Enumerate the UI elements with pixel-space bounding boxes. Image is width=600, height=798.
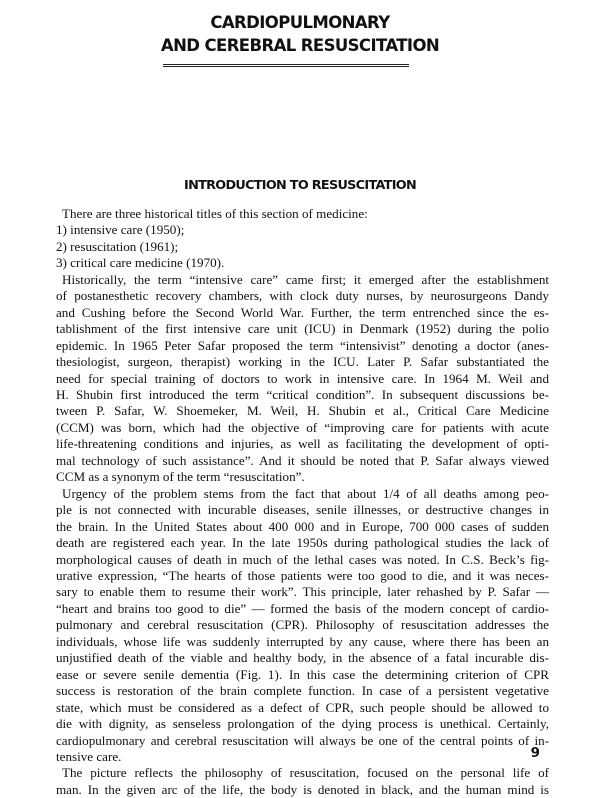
- text-line: sary to enable them to resume their work”. This principle, later rehashed by P. Safar —: [56, 584, 549, 600]
- header-rule-top: [163, 64, 409, 65]
- section-heading: INTRODUCTION TO RESUSCITATION: [184, 178, 416, 193]
- text-line: life-threatening conditions and injuries, as well as facilitating the development of opti-: [56, 436, 549, 452]
- text-line: tablishment of the first intensive care unit (ICU) in Denmark (1952) during the polio: [56, 321, 549, 337]
- text-line: ple is not connected with incurable diseases, senile illnesses, or destructive changes in: [56, 502, 549, 518]
- text-line: tensive care.: [56, 748, 122, 764]
- text-line: CCM as a synonym of the term “resuscitation”.: [56, 469, 305, 485]
- text-line: 1) intensive care (1950);: [56, 222, 185, 238]
- text-line: urative expression, “The hearts of those patients were too good to die, and it was neces-: [56, 567, 549, 583]
- text-line: “heart and brains too good to die” — formed the basis of the modern concept of cardio-: [56, 600, 549, 616]
- text-line: unjustified death of the viable and healthy body, in the absence of a fatal incurable dis-: [56, 650, 549, 666]
- text-line: success is restoration of the brain complete function. In case of a persistent vegetative: [56, 683, 549, 699]
- text-line: tween P. Safar, W. Shoemeker, M. Weil, H. Shubin et al., Critical Care Medicine: [56, 403, 549, 419]
- text-line: 2) resuscitation (1961);: [56, 238, 179, 254]
- text-line: thesiologist, surgeon, therapist) working in the ICU. Later P. Safar substantiated the: [56, 354, 549, 370]
- text-line: need for special training of doctors to work in intensive care. In 1964 M. Weil and: [56, 370, 549, 386]
- page-number: 9: [530, 745, 540, 761]
- text-line: There are three historical titles of this section of medicine:: [62, 206, 368, 221]
- running-title-line-2: AND CEREBRAL RESUSCITATION: [160, 36, 440, 55]
- text-line: die with dignity, as senseless prolongation of the dying process is unethical. Certainly,: [56, 716, 549, 732]
- text-line: death are registered each year. In the late 1950s during pathological studies the lack of: [56, 535, 549, 551]
- text-line: of postanesthetic recovery chambers, with clock duty nurses, by neurosurgeons Dandy: [56, 288, 549, 304]
- text-line: mal technology of such assistance”. And it should be noted that P. Safar always viewed: [56, 452, 549, 468]
- text-line: and Cushing before the Second World War. Further, the term entrenched since the es-: [56, 304, 549, 320]
- text-line: man. In the given arc of the life, the body is denoted in black, and the human mind is: [56, 781, 549, 797]
- text-line: Historically, the term “intensive care” came first; it emerged after the establishment: [62, 271, 549, 287]
- text-line: (CCM) was born, which had the objective of “improving care for patients with acute: [56, 419, 549, 435]
- text-line: pulmonary and cerebral resuscitation (CPR). Philosophy of resuscitation addresses the: [56, 617, 549, 633]
- text-line: H. Shubin first introduced the term “critical condition”. In subsequent discussions be-: [56, 386, 549, 402]
- text-line: morphological causes of death in much of the lethal cases was noted. In C.S. Beck’s fig-: [56, 551, 549, 567]
- running-title-line-1: CARDIOPULMONARY: [210, 13, 390, 32]
- text-line: epidemic. In 1965 Peter Safar proposed the term “intensivist” denoting a doctor (anes-: [56, 337, 549, 353]
- text-line: state, which must be considered as a defect of CPR, such people should be allowed to: [56, 699, 549, 715]
- text-line: ease or severe senile dementia (Fig. 1). In this case the determining criterion of CPR: [56, 666, 549, 682]
- text-line: the brain. In the United States about 400 000 and in Europe, 700 000 cases of sudden: [56, 518, 549, 534]
- header-rule-bottom: [163, 66, 409, 67]
- text-line: Urgency of the problem stems from the fact that about 1/4 of all deaths among peo-: [62, 485, 549, 501]
- text-line: 3) critical care medicine (1970).: [56, 255, 225, 271]
- text-line: The picture reflects the philosophy of resuscitation, focused on the personal life of: [62, 765, 549, 781]
- text-line: cardiopulmonary and cerebral resuscitation will always be one of the central points of in-: [56, 732, 549, 748]
- text-line: individuals, whose life was suddenly interrupted by any cause, where there has been an: [56, 633, 549, 649]
- body-text: [56, 206, 549, 798]
